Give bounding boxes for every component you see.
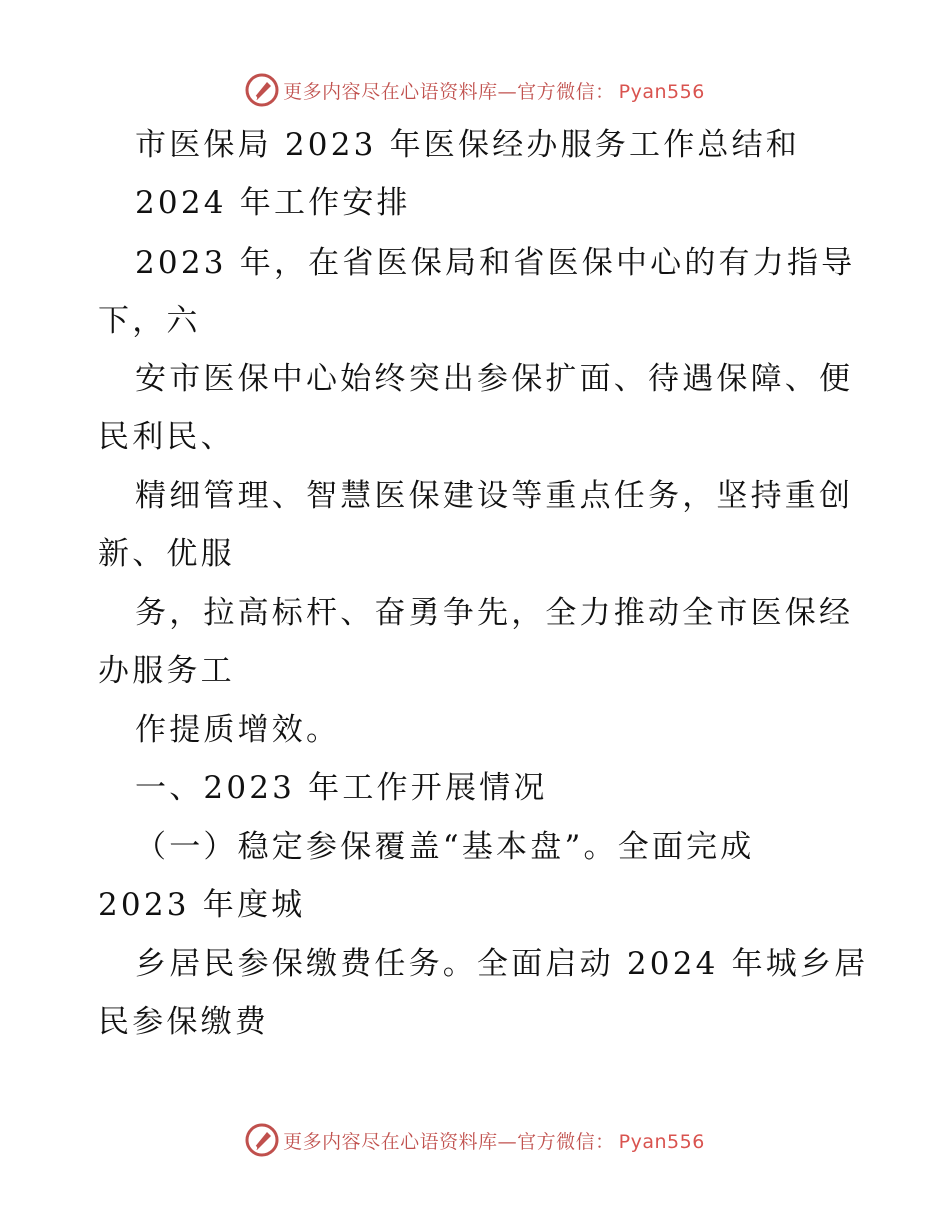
document-title-line-2: 2024 年工作安排 bbox=[135, 185, 411, 221]
watermark-banner-bottom bbox=[0, 1120, 950, 1160]
paragraph-line: 办服务工 bbox=[98, 653, 235, 689]
pen-nib-logo-icon bbox=[245, 1123, 279, 1157]
paragraph-line: 务，拉高标杆、奋勇争先，全力推动全市医保经 bbox=[135, 595, 854, 631]
paragraph-line: 下，六 bbox=[98, 303, 201, 339]
watermark-banner-top bbox=[0, 70, 950, 110]
paragraph-line: 乡居民参保缴费任务。全面启动 2024 年城乡居 bbox=[135, 946, 869, 982]
watermark-text: 更多内容尽在心语资料库—官方微信： Pyan556 bbox=[283, 1130, 705, 1153]
pen-nib-logo-icon bbox=[245, 73, 279, 107]
paragraph-line: 作提质增效。 bbox=[135, 712, 341, 748]
paragraph-line: 民利民、 bbox=[98, 419, 235, 455]
paragraph-line: 2023 年度城 bbox=[98, 887, 306, 923]
paragraph-line: 精细管理、智慧医保建设等重点任务，坚持重创 bbox=[135, 478, 854, 514]
paragraph-line: 民参保缴费 bbox=[98, 1004, 269, 1040]
paragraph-line: 新、优服 bbox=[98, 536, 235, 572]
subsection-heading: （一）稳定参保覆盖“基本盘”。全面完成 bbox=[135, 829, 755, 865]
section-heading: 一、2023 年工作开展情况 bbox=[135, 770, 548, 806]
paragraph-line: 2023 年，在省医保局和省医保中心的有力指导 bbox=[135, 245, 856, 281]
paragraph-line: 安市医保中心始终突出参保扩面、待遇保障、便 bbox=[135, 361, 854, 397]
watermark-text: 更多内容尽在心语资料库—官方微信： Pyan556 bbox=[283, 80, 705, 103]
document-title-line-1: 市医保局 2023 年医保经办服务工作总结和 bbox=[135, 127, 800, 163]
